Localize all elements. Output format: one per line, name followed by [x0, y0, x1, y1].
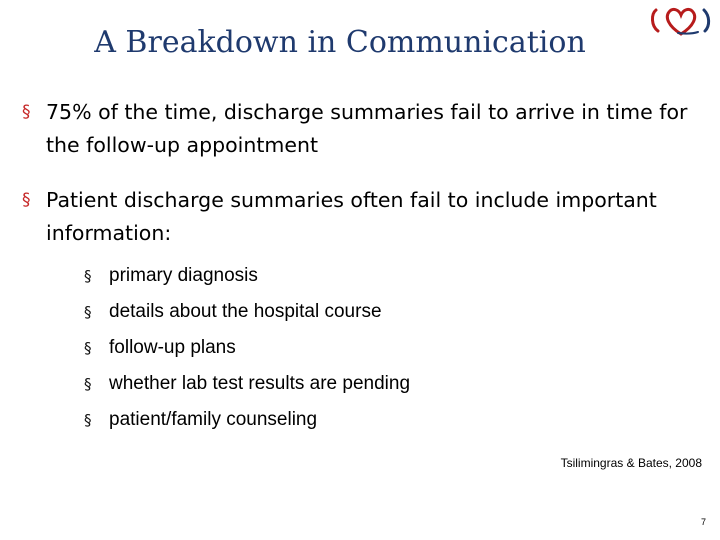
bullet-marker: §	[22, 102, 31, 122]
bullet-list	[22, 96, 702, 438]
bullet-text: 75% of the time, discharge summaries fail to arrive in time for the follow-up appointment	[46, 100, 688, 157]
sub-bullet-text: primary diagnosis	[109, 265, 258, 286]
bullet-marker: §	[22, 190, 31, 210]
sub-bullet-item	[84, 330, 702, 366]
bullet-text: Patient discharge summaries often fail to include important information:	[46, 188, 657, 245]
sub-bullet-marker: §	[84, 411, 92, 429]
sub-bullet-marker: §	[84, 375, 92, 393]
sub-bullet-text: details about the hospital course	[109, 301, 382, 322]
citation: Tsilimingras & Bates, 2008	[560, 456, 702, 470]
sub-bullet-text: whether lab test results are pending	[109, 373, 411, 394]
sub-bullet-list	[84, 258, 702, 438]
bullet-item	[22, 96, 702, 162]
sub-bullet-item	[84, 258, 702, 294]
sub-bullet-item	[84, 402, 702, 438]
bullet-item	[22, 184, 702, 438]
sub-bullet-item	[84, 294, 702, 330]
sub-bullet-marker: §	[84, 303, 92, 321]
heart-stethoscope-logo-icon	[648, 4, 714, 38]
sub-bullet-text: patient/family counseling	[109, 409, 318, 430]
sub-bullet-text: follow-up plans	[109, 337, 236, 358]
sub-bullet-item	[84, 366, 702, 402]
slide-title: A Breakdown in Communication	[94, 25, 586, 60]
sub-bullet-marker: §	[84, 267, 92, 285]
page-number: 7	[700, 517, 706, 527]
sub-bullet-marker: §	[84, 339, 92, 357]
